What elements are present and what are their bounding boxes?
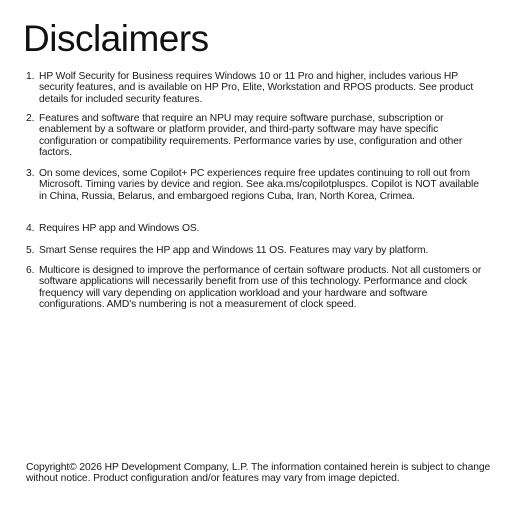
disclaimer-number: 2. — [26, 113, 35, 124]
disclaimer-number: 1. — [26, 71, 35, 82]
disclaimer-number: 4. — [26, 223, 35, 234]
disclaimer-item — [26, 245, 428, 256]
disclaimer-text: Requires HP app and Windows OS. — [39, 223, 200, 234]
disclaimer-text: On some devices, some Copilot+ PC experiences require free updates continuing to roll out from Microsoft. Timing varies by device and region. See aka.ms/copilotpluspcs. Copilot is NOT available in China, Russia, Belarus, and embargoed regions Cuba, Iran, North Korea, Crimea. — [39, 168, 479, 202]
disclaimer-item — [26, 223, 199, 234]
disclaimer-number: 5. — [26, 245, 35, 256]
disclaimer-text: Features and software that require an NPU may require software purchase, subscription or enablement by a software or platform provider, and third-party software may have specific configuration or compatibility requirements. Performance varies by use, configuration and other factors. — [39, 113, 463, 158]
disclaimer-number: 3. — [26, 168, 35, 179]
disclaimer-item — [26, 265, 482, 310]
disclaimer-number: 6. — [26, 265, 35, 276]
copyright-notice: Copyright© 2026 HP Development Company, L.P. The information contained herein is subject to change without notice. Product configuration and/or features may vary from image depicted. — [26, 462, 491, 485]
disclaimer-item — [26, 113, 482, 158]
page-title: Disclaimers — [23, 18, 209, 59]
disclaimer-item — [26, 71, 482, 105]
disclaimer-text: Smart Sense requires the HP app and Windows 11 OS. Features may vary by platform. — [39, 245, 429, 256]
disclaimer-item — [26, 168, 482, 202]
disclaimer-text: Multicore is designed to improve the performance of certain software products. Not all customers or software applications will necessarily benefit from use of this technology. Performance and clock frequency will vary depending on application workload and your hardware and software configurations. AMD's numbering is not a measurement of clock speed. — [39, 265, 482, 310]
disclaimer-text: HP Wolf Security for Business requires Windows 10 or 11 Pro and higher, includes various HP security features, and is available on HP Pro, Elite, Workstation and RPOS products. See product details for included security features. — [39, 71, 474, 105]
